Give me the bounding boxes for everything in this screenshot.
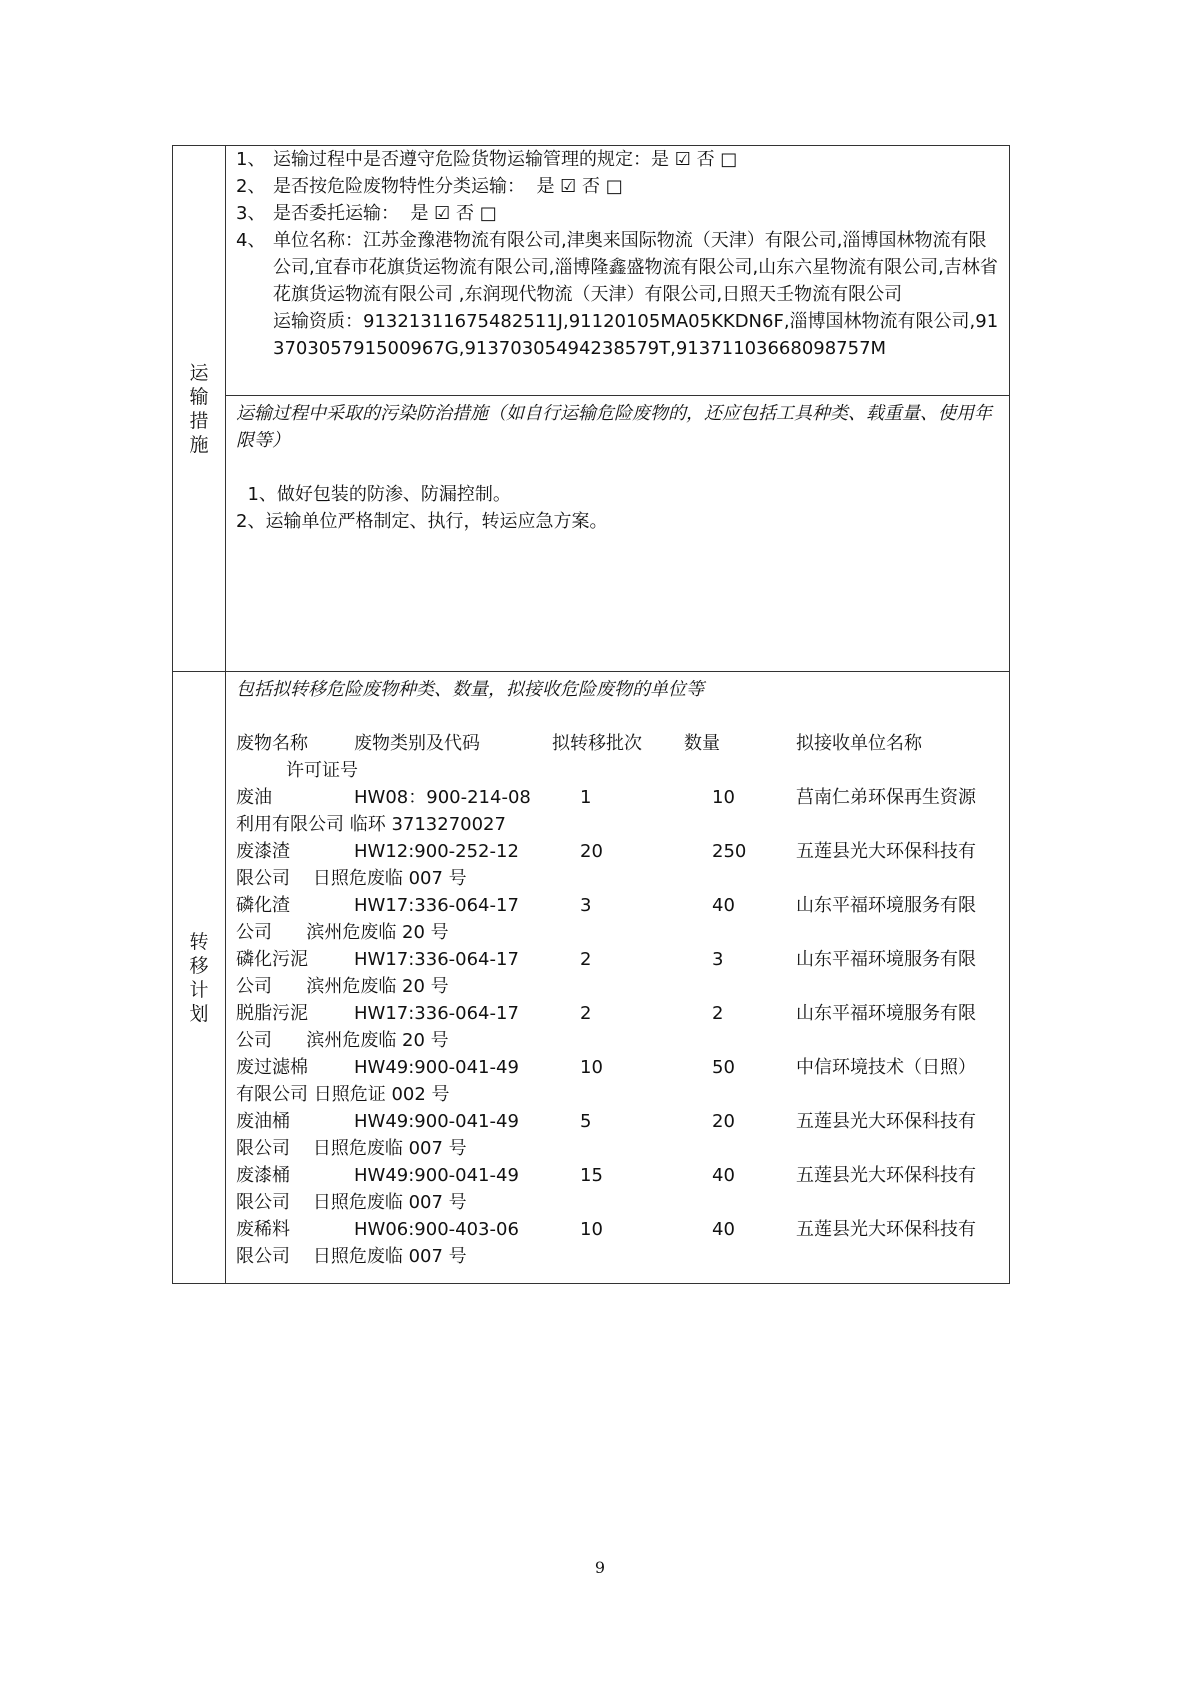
plan-section-label: 转移计划	[189, 930, 209, 1025]
plan-row	[236, 1054, 1001, 1108]
quantity: 2	[712, 1003, 724, 1024]
receiver-name: 山东平福环境服务有限	[796, 949, 976, 970]
receiver-continuation: 利用有限公司 临环 3713270027	[236, 814, 506, 835]
batch-count: 20	[580, 841, 603, 862]
waste-code: HW06:900-403-06	[354, 1219, 519, 1240]
header-license: 许可证号	[286, 760, 358, 781]
batch-count: 5	[580, 1111, 592, 1132]
pollution-measures-cell	[226, 396, 1010, 672]
batch-count: 2	[580, 1003, 592, 1024]
batch-count: 10	[580, 1057, 603, 1078]
header-batch: 拟转移批次	[552, 733, 642, 754]
receiver-name: 五莲县光大环保科技有	[796, 841, 976, 862]
transport-item: 4、 单位名称：江苏金豫港物流有限公司,津奥来国际物流（天津）有限公司,淄博国林物流有限公司,宜春市花旗货运物流有限公司,淄博隆鑫盛物流有限公司,山东六星物流有限公司,吉林省花旗货运物流有限公司 ,东润现代物流（天津）有限公司,日照天壬物流有限公司 运输资质：9132131167548251​1J,91120105MA05KKDN6F,淄博国林物流有限公司,91370305791500967G,91370305494238579T,91371103668098757M	[236, 230, 1006, 359]
waste-code: HW17:336-064-17	[354, 1003, 519, 1024]
plan-section-label-cell	[173, 672, 226, 1284]
receiver-continuation: 限公司 日照危废临 007 号	[236, 1192, 467, 1213]
transport-item: 2、 是否按危险废物特性分类运输： 是 ☑ 否 □	[236, 176, 623, 197]
waste-name: 废漆渣	[236, 841, 290, 862]
plan-intro: 包括拟转移危险废物种类、数量，拟接收危险废物的单位等	[236, 679, 704, 700]
receiver-name: 莒南仁弟环保再生资源	[796, 787, 976, 808]
batch-count: 2	[580, 949, 592, 970]
page-number: 9	[594, 1558, 606, 1577]
receiver-name: 中信环境技术（日照）	[796, 1057, 976, 1078]
receiver-continuation: 限公司 日照危废临 007 号	[236, 1138, 467, 1159]
waste-name: 废油桶	[236, 1111, 290, 1132]
quantity: 250	[712, 841, 747, 862]
waste-name: 废油	[236, 787, 272, 808]
transfer-plan-cell	[226, 672, 1010, 1284]
quantity: 40	[712, 1165, 735, 1186]
batch-count: 1	[580, 787, 592, 808]
waste-name: 磷化渣	[236, 895, 290, 916]
quantity: 3	[712, 949, 724, 970]
receiver-name: 五莲县光大环保科技有	[796, 1219, 976, 1240]
batch-count: 3	[580, 895, 592, 916]
waste-code: HW08：900-214-08	[354, 787, 531, 808]
waste-code: HW49:900-041-49	[354, 1057, 519, 1078]
receiver-continuation: 公司 滨州危废临 20 号	[236, 1030, 449, 1051]
waste-code: HW49:900-041-49	[354, 1165, 519, 1186]
waste-name: 废过滤棉	[236, 1057, 308, 1078]
waste-name: 废稀料	[236, 1219, 290, 1240]
waste-name: 脱脂污泥	[236, 1003, 308, 1024]
plan-row	[236, 1162, 1001, 1216]
measure-item: 1、做好包装的防渗、防漏控制。	[236, 484, 511, 505]
receiver-continuation: 公司 滨州危废临 20 号	[236, 922, 449, 943]
form-table	[172, 145, 1010, 1284]
measures-title: 运输过程中采取的污染防治措施（如自行运输危险废物的，还应包括工具种类、载重量、使用年限等）	[236, 403, 992, 451]
plan-row	[236, 1108, 1001, 1162]
receiver-continuation: 公司 滨州危废临 20 号	[236, 976, 449, 997]
waste-code: HW17:336-064-17	[354, 949, 519, 970]
measure-item: 2、运输单位严格制定、执行，转运应急方案。	[236, 511, 608, 532]
waste-code: HW12:900-252-12	[354, 841, 519, 862]
receiver-name: 山东平福环境服务有限	[796, 1003, 976, 1024]
header-name: 废物名称	[236, 733, 308, 754]
receiver-name: 五莲县光大环保科技有	[796, 1165, 976, 1186]
transport-item: 3、 是否委托运输： 是 ☑ 否 □	[236, 203, 497, 224]
header-code: 废物类别及代码	[354, 733, 480, 754]
waste-name: 磷化污泥	[236, 949, 308, 970]
waste-code: HW17:336-064-17	[354, 895, 519, 916]
quantity: 50	[712, 1057, 735, 1078]
waste-name: 废漆桶	[236, 1165, 290, 1186]
transport-items-cell	[226, 146, 1010, 396]
transport-item: 1、 运输过程中是否遵守危险货物运输管理的规定：是 ☑ 否 □	[236, 149, 738, 170]
plan-row	[236, 1216, 1001, 1270]
receiver-name: 五莲县光大环保科技有	[796, 1111, 976, 1132]
quantity: 20	[712, 1111, 735, 1132]
receiver-continuation: 有限公司 日照危证 002 号	[236, 1084, 450, 1105]
quantity: 40	[712, 895, 735, 916]
plan-row	[236, 784, 1001, 838]
batch-count: 15	[580, 1165, 603, 1186]
plan-row	[236, 892, 1001, 946]
plan-row	[236, 838, 1001, 892]
plan-header-row	[236, 730, 1001, 757]
quantity: 10	[712, 787, 735, 808]
header-receiver: 拟接收单位名称	[796, 733, 922, 754]
plan-row	[236, 946, 1001, 1000]
receiver-continuation: 限公司 日照危废临 007 号	[236, 868, 467, 889]
receiver-continuation: 限公司 日照危废临 007 号	[236, 1246, 467, 1267]
quantity: 40	[712, 1219, 735, 1240]
header-qty: 数量	[684, 733, 720, 754]
receiver-name: 山东平福环境服务有限	[796, 895, 976, 916]
batch-count: 10	[580, 1219, 603, 1240]
transport-section-label-cell	[173, 146, 226, 672]
plan-rows	[236, 784, 1001, 1270]
waste-code: HW49:900-041-49	[354, 1111, 519, 1132]
plan-row	[236, 1000, 1001, 1054]
transport-section-label: 运输措施	[189, 361, 209, 456]
